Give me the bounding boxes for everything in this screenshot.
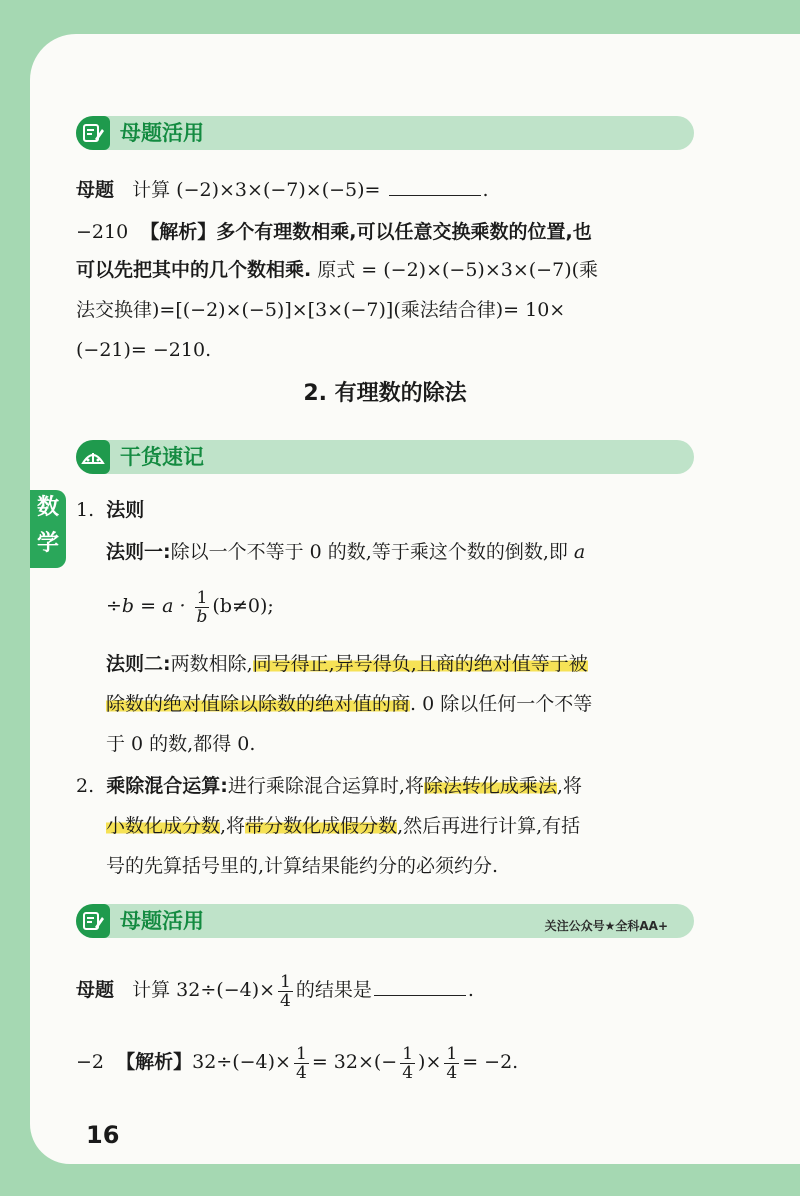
rule1-formula [106,586,726,626]
rule1-fraction [195,589,210,626]
answer-blank [374,977,466,996]
rule-item2-line2 [106,812,726,840]
rule1-line1 [106,538,726,566]
rule1-label: 法则一: [106,541,171,563]
band-note: 关注公众号★全科AA+ [544,919,668,933]
frac-num: 1 [295,1043,307,1064]
problem2-answer: −2 [76,1051,105,1073]
problem1-analysis-line2 [76,256,696,284]
subject-tab [30,490,66,568]
problem1-analysis-line3: 法交换律)=[(−2)×(−5)]×[3×(−7)](乘法结合律)= 10× [76,299,566,321]
problem1-analysis-bold2: 可以先把其中的几个数相乘. [76,259,312,281]
rule1-text: 除以一个不等于 0 的数,等于乘这个数的倒数,即 [170,541,574,563]
problem1-line2-tail: 原式 = (−2)×(−5)×3×(−7)(乘 [311,259,599,281]
problem2-sol-frac3 [444,1045,459,1082]
problem1-question-end: . [482,179,489,201]
section-band-summary [76,440,694,474]
rule-item1-heading [76,496,696,524]
problem2-fraction [278,973,293,1010]
band-title: 母题活用 [120,121,204,145]
problem1-question: 计算 (−2)×3×(−7)×(−5)= [132,179,381,201]
frac-den: 4 [446,1062,458,1083]
rule-item2-highlight3: 带分数化成假分数 [245,815,398,837]
rule-item2-pre: 进行乘除混合运算时,将 [227,775,424,797]
problem2-question-pre: 计算 32÷(−4)× [132,979,276,1001]
rule1-formula-pre: ÷b = a · [106,595,192,617]
problem2-label: 母题 [76,979,115,1001]
notes-icon [76,440,110,474]
problem1-label: 母题 [76,179,115,201]
rule-item2-mid1: ,将 [556,775,582,797]
problem2-question-line [76,968,696,1012]
problem2-analysis-bracket: 【解析】 [116,1051,193,1073]
rule-item1-num: 1. [76,499,95,521]
rule-item2-mid2: ,将 [220,815,246,837]
frac-den: 4 [295,1062,307,1083]
frac-den: 4 [402,1062,414,1083]
problem1-analysis-line1 [76,218,696,246]
page-number: 16 [86,1121,120,1149]
rule2-highlight2: 除数的绝对值除以除数的绝对值的商 [106,693,411,715]
answer-blank [389,177,481,196]
problem2-question-end: . [467,979,474,1001]
problem1-analysis-line4: (−21)= −210. [76,339,212,361]
subject-tab-char-1: 数 [36,495,59,520]
subject-tab-char-2: 学 [36,531,59,556]
rule2-post: . 0 除以任何一个不等 [410,693,593,715]
pencil-note-icon [76,116,110,150]
frac-den: 4 [280,990,291,1011]
problem1-question-line [76,176,696,204]
rule-item2-post: ,然后再进行计算,有括 [397,815,581,837]
pencil-note-icon [76,904,110,938]
frac-num: 1 [446,1043,458,1064]
rule-item2-line1 [76,772,696,800]
rule2-line2 [106,690,726,718]
problem2-sol-frac2 [400,1045,415,1082]
rule1-var: a [573,541,586,563]
problem1-analysis-bold1: 多个有理数相乘,可以任意交换乘数的位置,也 [216,221,592,243]
rule2-line1 [106,650,726,678]
problem2-sol-1: 32÷(−4)× [192,1051,291,1073]
rule2-pre: 两数相除, [170,653,253,675]
section-band-practice-2 [76,904,694,938]
rule1-frac-num: 1 [195,589,210,608]
problem1-answer: −210 [76,221,129,243]
problem2-sol-2: = 32×(− [311,1051,398,1073]
problem2-sol-4: = −2. [462,1051,519,1073]
section-title: 2. 有理数的除法 [303,381,467,406]
band-title: 干货速记 [120,445,204,469]
problem2-analysis-line [76,1040,696,1084]
section-band-practice-1 [76,116,694,150]
rule-item2-line3: 号的先算括号里的,计算结果能约分的必须约分. [106,855,499,877]
problem1-analysis-bracket: 【解析】 [140,221,217,243]
rule2-label: 法则二: [106,653,171,675]
problem2-question-post: 的结果是 [295,979,372,1001]
band-title: 母题活用 [120,909,204,933]
rule-item2-highlight2: 小数化成分数 [106,815,221,837]
problem2-sol-3: )× [418,1051,442,1073]
rule-item2-highlight1: 除法转化成乘法 [423,775,557,797]
problem2-sol-frac1 [294,1045,309,1082]
frac-num: 1 [402,1043,414,1064]
rule1-formula-post: (b≠0); [212,595,274,617]
rule-item2-num: 2. [76,775,95,797]
rule1-frac-den: b [196,606,208,627]
rule-item1-title: 法则 [106,499,145,521]
rule2-line3: 于 0 的数,都得 0. [106,733,256,755]
frac-num: 1 [280,971,291,992]
rule2-highlight1: 同号得正,异号得负,且商的绝对值等于被 [252,653,588,675]
rule-item2-title: 乘除混合运算: [106,775,228,797]
